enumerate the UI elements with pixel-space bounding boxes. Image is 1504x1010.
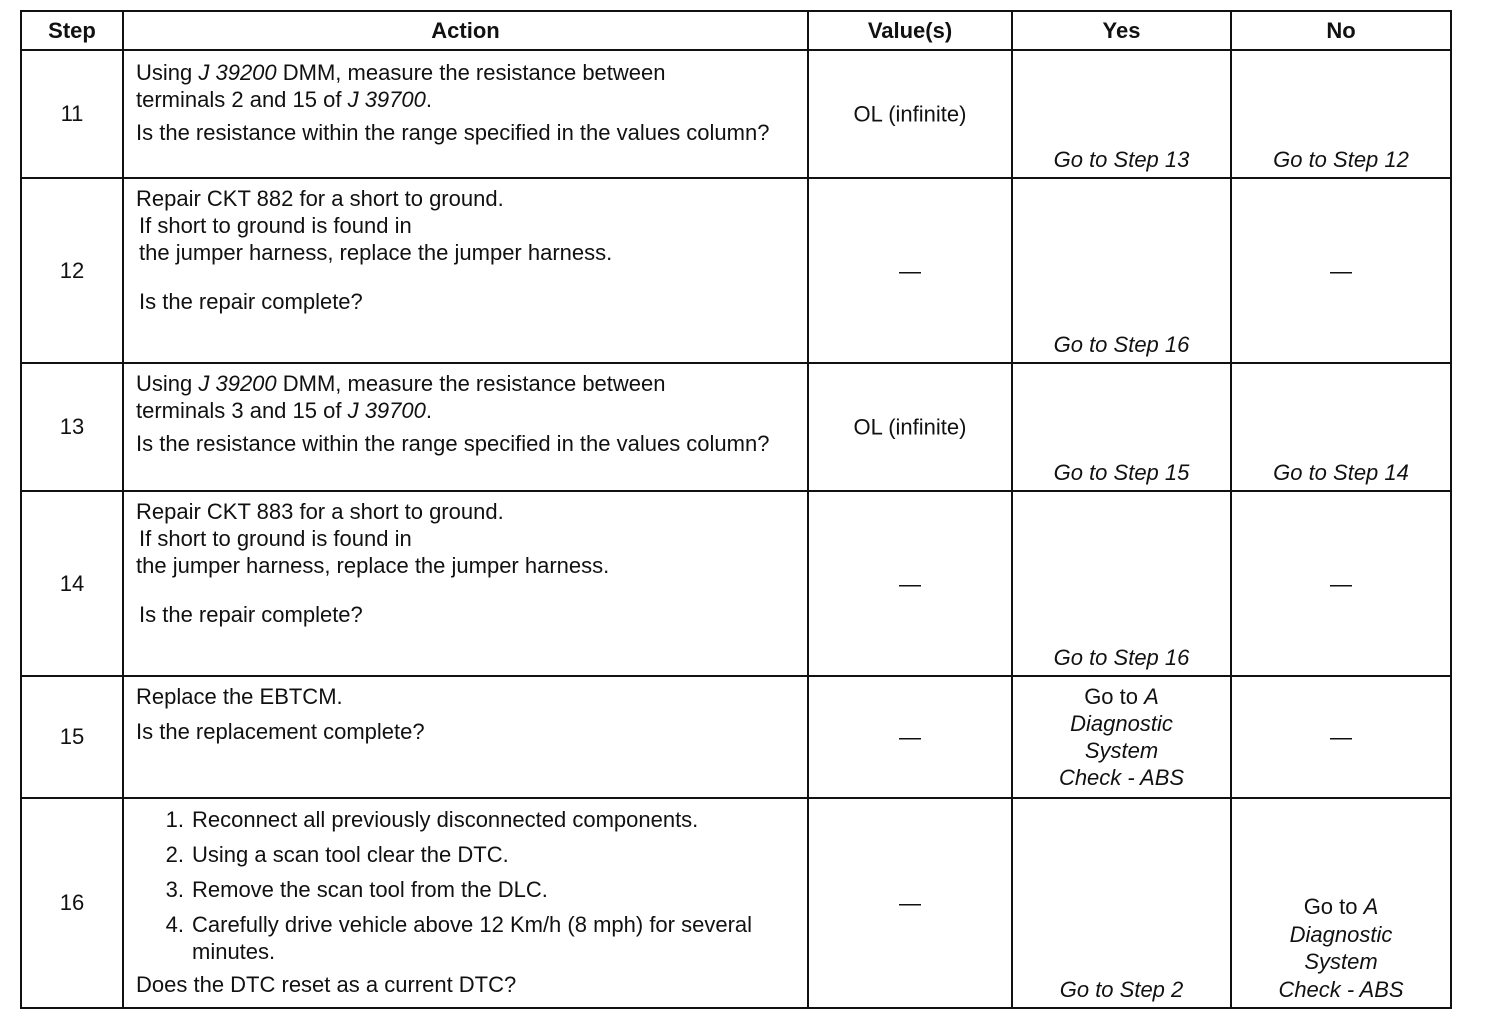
value-text: —	[899, 724, 921, 750]
action-question: Does the DTC reset as a current DTC?	[136, 972, 517, 997]
no-text: —	[1330, 724, 1352, 750]
yes-cell	[1012, 676, 1231, 798]
tool-ref: J 39200	[198, 60, 277, 85]
no-cell	[1231, 676, 1451, 798]
step-number: 14	[59, 570, 85, 596]
no-cell	[1231, 363, 1451, 491]
action-cell	[123, 491, 808, 676]
value-text: —	[899, 890, 921, 916]
step-number: 13	[59, 414, 85, 439]
action-line: the jumper harness, replace the jumper harness.	[139, 240, 613, 265]
action-question: Is the repair complete?	[139, 289, 363, 314]
no-cell	[1231, 50, 1451, 178]
step-cell	[21, 178, 123, 363]
tool-ref: J 39700	[347, 398, 426, 423]
action-line: Replace the EBTCM.	[136, 684, 343, 709]
action-line: terminals 2 and 15 of J 39700.	[136, 87, 432, 112]
action-line: If short to ground is found in	[139, 526, 412, 551]
yes-link[interactable]: Go to Step 13	[1053, 146, 1190, 172]
yes-link[interactable]: Go to Step 2	[1059, 976, 1184, 1002]
no-cell	[1231, 178, 1451, 363]
tool-ref: J 39200	[198, 371, 277, 396]
value-text: OL (infinite)	[853, 101, 967, 127]
header-action: Action	[123, 11, 808, 50]
action-steps-list	[136, 806, 795, 965]
step-cell	[21, 50, 123, 178]
table-row	[21, 178, 1451, 363]
list-item: 2. Using a scan tool clear the DTC.	[165, 842, 509, 867]
list-item: 3. Remove the scan tool from the DLC.	[165, 877, 548, 902]
header-no: No	[1231, 11, 1451, 50]
step-number: 15	[59, 724, 85, 749]
no-text: —	[1330, 571, 1352, 596]
no-cell	[1231, 491, 1451, 676]
no-link[interactable]: Go to Step 14	[1273, 459, 1409, 485]
yes-link[interactable]: Go to Step 15	[1053, 459, 1190, 485]
header-row	[21, 11, 1451, 50]
table-row	[21, 363, 1451, 491]
action-question: Is the resistance within the range specified in the values column?	[136, 120, 770, 145]
action-cell	[123, 363, 808, 491]
yes-cell	[1012, 50, 1231, 178]
step-cell	[21, 798, 123, 1008]
value-text: OL (infinite)	[853, 414, 967, 440]
step-number: 16	[59, 890, 85, 915]
list-item: 4. Carefully drive vehicle above 12 Km/h (8 mph) for several minutes.	[165, 912, 753, 964]
diagnostic-table	[20, 10, 1452, 1009]
table-row	[21, 798, 1451, 1008]
action-line: Repair CKT 883 for a short to ground.	[136, 499, 504, 524]
action-line: If short to ground is found in	[139, 213, 412, 238]
header-step: Step	[21, 11, 123, 50]
list-item: 1. Reconnect all previously disconnected components.	[165, 807, 699, 832]
action-cell	[123, 798, 808, 1008]
yes-cell	[1012, 491, 1231, 676]
action-cell	[123, 178, 808, 363]
table-row	[21, 676, 1451, 798]
yes-cell	[1012, 798, 1231, 1008]
step-cell	[21, 491, 123, 676]
no-link[interactable]: Go to Step 12	[1273, 146, 1409, 172]
value-cell	[808, 798, 1012, 1008]
action-cell	[123, 676, 808, 798]
no-link[interactable]: Go to A Diagnostic System Check - ABS	[1278, 894, 1404, 1002]
yes-link[interactable]: Go to Step 16	[1053, 644, 1190, 670]
action-line: Repair CKT 882 for a short to ground.	[136, 186, 504, 211]
action-line: terminals 3 and 15 of J 39700.	[136, 398, 432, 423]
value-text: —	[899, 571, 921, 596]
value-cell	[808, 178, 1012, 363]
step-cell	[21, 363, 123, 491]
yes-cell	[1012, 363, 1231, 491]
header-values: Value(s)	[808, 11, 1012, 50]
value-cell	[808, 491, 1012, 676]
action-line: Using J 39200 DMM, measure the resistance between	[136, 371, 666, 396]
action-question: Is the repair complete?	[139, 602, 363, 627]
header-yes: Yes	[1012, 11, 1231, 50]
yes-cell	[1012, 178, 1231, 363]
action-question: Is the replacement complete?	[136, 719, 425, 744]
step-number: 11	[60, 101, 84, 126]
no-cell	[1231, 798, 1451, 1008]
yes-link[interactable]: Go to Step 16	[1053, 331, 1190, 357]
yes-link[interactable]: Go to A Diagnostic System Check - ABS	[1058, 684, 1185, 790]
step-cell	[21, 676, 123, 798]
value-cell	[808, 50, 1012, 178]
value-text: —	[899, 258, 921, 283]
action-line: Using J 39200 DMM, measure the resistance between	[136, 60, 666, 85]
action-line: the jumper harness, replace the jumper harness.	[136, 553, 610, 578]
value-cell	[808, 363, 1012, 491]
table-row	[21, 491, 1451, 676]
no-text: —	[1330, 258, 1352, 283]
action-cell	[123, 50, 808, 178]
action-question: Is the resistance within the range specified in the values column?	[136, 431, 770, 456]
step-number: 12	[59, 257, 85, 283]
value-cell	[808, 676, 1012, 798]
table-row	[21, 50, 1451, 178]
tool-ref: J 39700	[347, 87, 426, 112]
